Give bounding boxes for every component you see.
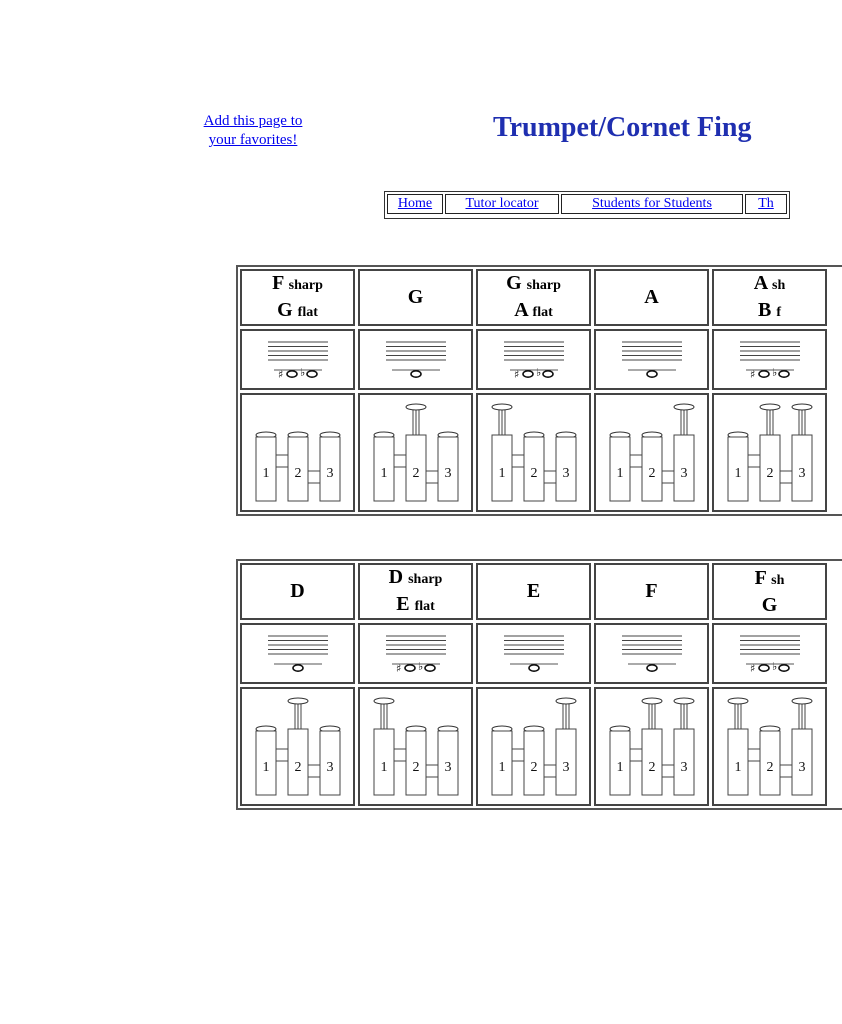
svg-text:2: 2 (294, 465, 301, 481)
svg-text:♭: ♭ (771, 365, 777, 379)
note-accidental: flat (297, 304, 318, 320)
svg-text:2: 2 (294, 759, 301, 775)
valve-2 (524, 726, 544, 795)
valve-2 (406, 726, 426, 795)
nav-link-th[interactable]: Th (745, 194, 787, 214)
valve-1 (610, 726, 630, 795)
note-letter: F (754, 566, 767, 589)
note-letter: F (272, 271, 284, 294)
note-name-cell (712, 563, 827, 620)
note-letter: A (753, 271, 768, 294)
svg-text:2: 2 (412, 465, 419, 481)
valve-3 (320, 432, 340, 501)
staff-notation-image (240, 623, 355, 684)
valve-3 (320, 726, 340, 795)
svg-text:1: 1 (734, 465, 741, 481)
note-letter: A (644, 286, 659, 308)
note-letter: G (506, 271, 522, 294)
note-letter: E (396, 592, 410, 615)
svg-text:♭: ♭ (535, 365, 541, 379)
valve-2 (288, 432, 308, 501)
note-name-cell (240, 563, 355, 620)
svg-text:1: 1 (498, 465, 505, 481)
svg-text:3: 3 (680, 465, 687, 481)
valve-1 (492, 726, 512, 795)
staff-notation-image (712, 329, 827, 390)
staff-notation-image (476, 623, 591, 684)
svg-text:♯: ♯ (277, 367, 283, 381)
note-letter: D (388, 565, 404, 588)
valve-2 (524, 432, 544, 501)
valve-fingering-diagram (712, 687, 827, 806)
valve-2 (406, 404, 426, 501)
svg-text:1: 1 (380, 465, 387, 481)
note-letter: A (514, 298, 528, 321)
valve-fingering-diagram (240, 687, 355, 806)
staff-notation-image (358, 329, 473, 390)
nav-link-home[interactable]: Home (387, 194, 443, 214)
svg-text:♯: ♯ (513, 367, 519, 381)
valve-3 (438, 432, 458, 501)
svg-text:2: 2 (530, 465, 537, 481)
svg-text:♯: ♯ (395, 661, 401, 675)
svg-text:3: 3 (326, 759, 333, 775)
fingering-table-1 (236, 265, 842, 516)
valve-2 (288, 698, 308, 795)
valve-2 (642, 432, 662, 501)
valve-3 (792, 698, 812, 795)
svg-text:3: 3 (798, 465, 805, 481)
note-name-cell (358, 269, 473, 326)
note-accidental: sharp (408, 571, 443, 587)
note-name-cell (594, 269, 709, 326)
note-letter: B (757, 298, 772, 321)
note-letter: F (645, 580, 658, 602)
note-letter: E (526, 580, 541, 602)
svg-text:3: 3 (562, 759, 569, 775)
valve-1 (374, 432, 394, 501)
nav-link-tutor-locator[interactable]: Tutor locator (445, 194, 559, 214)
note-accidental: sharp (288, 277, 323, 293)
valve-1 (610, 432, 630, 501)
valve-2 (642, 698, 662, 795)
svg-text:2: 2 (648, 759, 655, 775)
svg-text:♯: ♯ (749, 367, 755, 381)
valve-2 (760, 404, 780, 501)
note-name-cell (476, 269, 591, 326)
note-name-cell (358, 563, 473, 620)
valve-1 (728, 698, 748, 795)
valve-fingering-diagram (712, 393, 827, 512)
valve-3 (438, 726, 458, 795)
svg-text:♭: ♭ (771, 659, 777, 673)
valve-3 (556, 432, 576, 501)
svg-text:3: 3 (562, 465, 569, 481)
svg-text:♭: ♭ (417, 659, 423, 673)
valve-fingering-diagram (476, 687, 591, 806)
valve-fingering-diagram (594, 687, 709, 806)
svg-text:1: 1 (616, 465, 623, 481)
svg-text:♭: ♭ (299, 365, 305, 379)
valve-1 (374, 698, 394, 795)
staff-notation-image (594, 623, 709, 684)
svg-text:2: 2 (766, 759, 773, 775)
svg-text:2: 2 (648, 465, 655, 481)
valve-3 (792, 404, 812, 501)
svg-text:1: 1 (734, 759, 741, 775)
svg-text:3: 3 (680, 759, 687, 775)
valve-3 (674, 404, 694, 501)
svg-text:1: 1 (262, 465, 269, 481)
svg-text:1: 1 (616, 759, 623, 775)
note-name-cell (712, 269, 827, 326)
fingering-table-2 (236, 559, 842, 810)
note-accidental: sh (772, 277, 786, 293)
svg-text:1: 1 (380, 759, 387, 775)
staff-notation-image (712, 623, 827, 684)
note-letter: D (290, 580, 305, 602)
page-title: Trumpet/Cornet Fing (493, 112, 752, 143)
svg-text:2: 2 (530, 759, 537, 775)
valve-2 (760, 726, 780, 795)
nav-link-students-for-students[interactable]: Students for Students (561, 194, 743, 214)
svg-text:1: 1 (262, 759, 269, 775)
note-letter: G (277, 298, 293, 321)
note-accidental: flat (532, 304, 553, 320)
valve-1 (728, 432, 748, 501)
svg-text:2: 2 (766, 465, 773, 481)
valve-3 (674, 698, 694, 795)
staff-notation-image (594, 329, 709, 390)
note-letter: G (761, 593, 778, 616)
favorites-line-2[interactable]: your favorites! (208, 132, 298, 148)
note-name-cell (476, 563, 591, 620)
staff-notation-image (476, 329, 591, 390)
valve-1 (256, 432, 276, 501)
valve-fingering-diagram (358, 687, 473, 806)
valve-fingering-diagram (476, 393, 591, 512)
note-accidental: f (776, 304, 781, 320)
svg-text:♯: ♯ (749, 661, 755, 675)
add-to-favorites-link[interactable] (190, 112, 316, 150)
svg-text:3: 3 (326, 465, 333, 481)
note-accidental: sh (771, 572, 785, 588)
valve-1 (256, 726, 276, 795)
staff-notation-image (358, 623, 473, 684)
note-accidental: sharp (526, 277, 561, 293)
svg-text:2: 2 (412, 759, 419, 775)
note-name-cell (240, 269, 355, 326)
valve-1 (492, 404, 512, 501)
svg-text:3: 3 (798, 759, 805, 775)
valve-fingering-diagram (240, 393, 355, 512)
staff-notation-image (240, 329, 355, 390)
svg-text:1: 1 (498, 759, 505, 775)
valve-fingering-diagram (594, 393, 709, 512)
note-letter: G (407, 286, 424, 308)
valve-fingering-diagram (358, 393, 473, 512)
note-accidental: flat (414, 598, 435, 614)
nav-bar (384, 191, 790, 219)
svg-text:3: 3 (444, 465, 451, 481)
note-name-cell (594, 563, 709, 620)
favorites-line-1[interactable]: Add this page to (203, 113, 303, 129)
valve-3 (556, 698, 576, 795)
svg-text:3: 3 (444, 759, 451, 775)
